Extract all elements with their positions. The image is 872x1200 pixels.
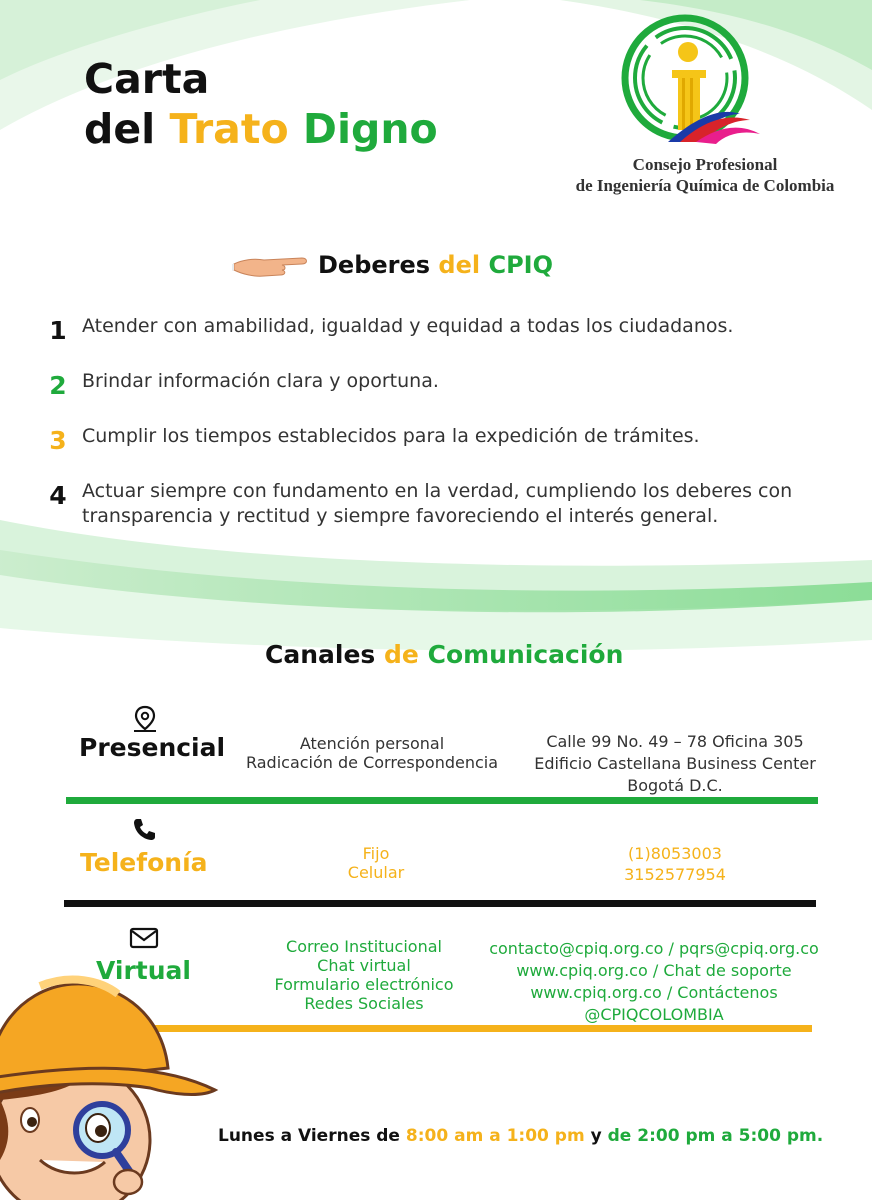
duty-number-3: 3 bbox=[49, 426, 67, 455]
phone-icon bbox=[131, 816, 159, 844]
channel-label-presencial: Presencial bbox=[79, 733, 226, 762]
virtual-detail-1: contacto@cpiq.org.co / pqrs@cpiq.org.co bbox=[489, 939, 819, 958]
title-line2 bbox=[84, 104, 438, 154]
duty-text-4: Actuar siempre con fundamento en la verdad, cumpliendo los deberes con transparencia y rectitud y siempre favoreciendo el interés general. bbox=[82, 480, 793, 527]
office-hours bbox=[218, 1126, 823, 1146]
engineer-mascot-illustration bbox=[0, 970, 220, 1200]
presencial-detail-1: Calle 99 No. 49 – 78 Oficina 305 bbox=[546, 732, 804, 751]
virtual-detail-3: www.cpiq.org.co / Contáctenos bbox=[530, 983, 778, 1002]
duties-title-word3: CPIQ bbox=[488, 251, 554, 279]
telefonia-service-1: Fijo bbox=[362, 844, 390, 863]
title-line1: Carta bbox=[84, 55, 210, 103]
channel-label-virtual: Virtual bbox=[96, 956, 191, 985]
duty-text-1: Atender con amabilidad, igualdad y equidad a todas los ciudadanos. bbox=[82, 315, 734, 337]
duty-number-4: 4 bbox=[49, 481, 67, 510]
presencial-service-2: Radicación de Correspondencia bbox=[245, 753, 499, 772]
org-line1: Consejo Profesional bbox=[632, 155, 778, 174]
telefonia-detail-1: (1)8053003 bbox=[628, 844, 722, 863]
duties-title-word1: Deberes bbox=[318, 251, 431, 279]
telefonia-services bbox=[246, 844, 506, 882]
duties-title bbox=[318, 251, 553, 279]
organization-name bbox=[540, 154, 870, 196]
divider-yellow bbox=[150, 1025, 812, 1032]
cpiq-logo bbox=[620, 14, 760, 154]
hours-connector: y bbox=[590, 1126, 602, 1146]
channel-label-telefonia: Telefonía bbox=[80, 848, 208, 877]
presencial-services bbox=[242, 734, 502, 772]
duty-text-3: Cumplir los tiempos establecidos para la expedición de trámites. bbox=[82, 425, 700, 447]
virtual-details bbox=[484, 938, 824, 1026]
location-pin-icon bbox=[131, 705, 159, 733]
virtual-service-2: Chat virtual bbox=[317, 956, 411, 975]
pointing-hand-icon bbox=[232, 252, 308, 280]
title-digno: Digno bbox=[302, 105, 438, 153]
duty-number-2: 2 bbox=[49, 371, 67, 400]
virtual-detail-2: www.cpiq.org.co / Chat de soporte bbox=[516, 961, 792, 980]
org-line2: de Ingeniería Química de Colombia bbox=[575, 176, 835, 195]
virtual-service-4: Redes Sociales bbox=[304, 994, 424, 1013]
title-trato: Trato bbox=[169, 105, 289, 153]
hours-morning: 8:00 am a 1:00 pm bbox=[405, 1126, 585, 1146]
presencial-detail-3: Bogotá D.C. bbox=[627, 776, 723, 795]
telefonia-details bbox=[510, 843, 840, 885]
virtual-service-3: Formulario electrónico bbox=[274, 975, 454, 994]
telefonia-service-2: Celular bbox=[347, 863, 405, 882]
virtual-services bbox=[234, 937, 494, 1013]
channels-title-word1: Canales bbox=[265, 640, 376, 669]
envelope-icon bbox=[129, 924, 159, 952]
title-del: del bbox=[84, 105, 156, 153]
virtual-service-1: Correo Institucional bbox=[286, 937, 442, 956]
duties-title-word2: del bbox=[438, 251, 481, 279]
hours-prefix: Lunes a Viernes de bbox=[218, 1126, 400, 1146]
channels-title-word2: de bbox=[384, 640, 419, 669]
duty-text-2: Brindar información clara y oportuna. bbox=[82, 370, 439, 392]
presencial-detail-2: Edificio Castellana Business Center bbox=[534, 754, 816, 773]
presencial-details bbox=[510, 731, 840, 797]
divider-black bbox=[64, 900, 816, 907]
telefonia-detail-2: 3152577954 bbox=[624, 865, 726, 884]
divider-green bbox=[66, 797, 818, 804]
duty-number-1: 1 bbox=[49, 316, 67, 345]
hours-afternoon: de 2:00 pm a 5:00 pm. bbox=[607, 1126, 824, 1146]
virtual-detail-4: @CPIQCOLOMBIA bbox=[584, 1005, 724, 1024]
channels-title-word3: Comunicación bbox=[427, 640, 624, 669]
channels-title bbox=[265, 640, 623, 669]
presencial-service-1: Atención personal bbox=[299, 734, 445, 753]
page-title bbox=[84, 54, 438, 154]
